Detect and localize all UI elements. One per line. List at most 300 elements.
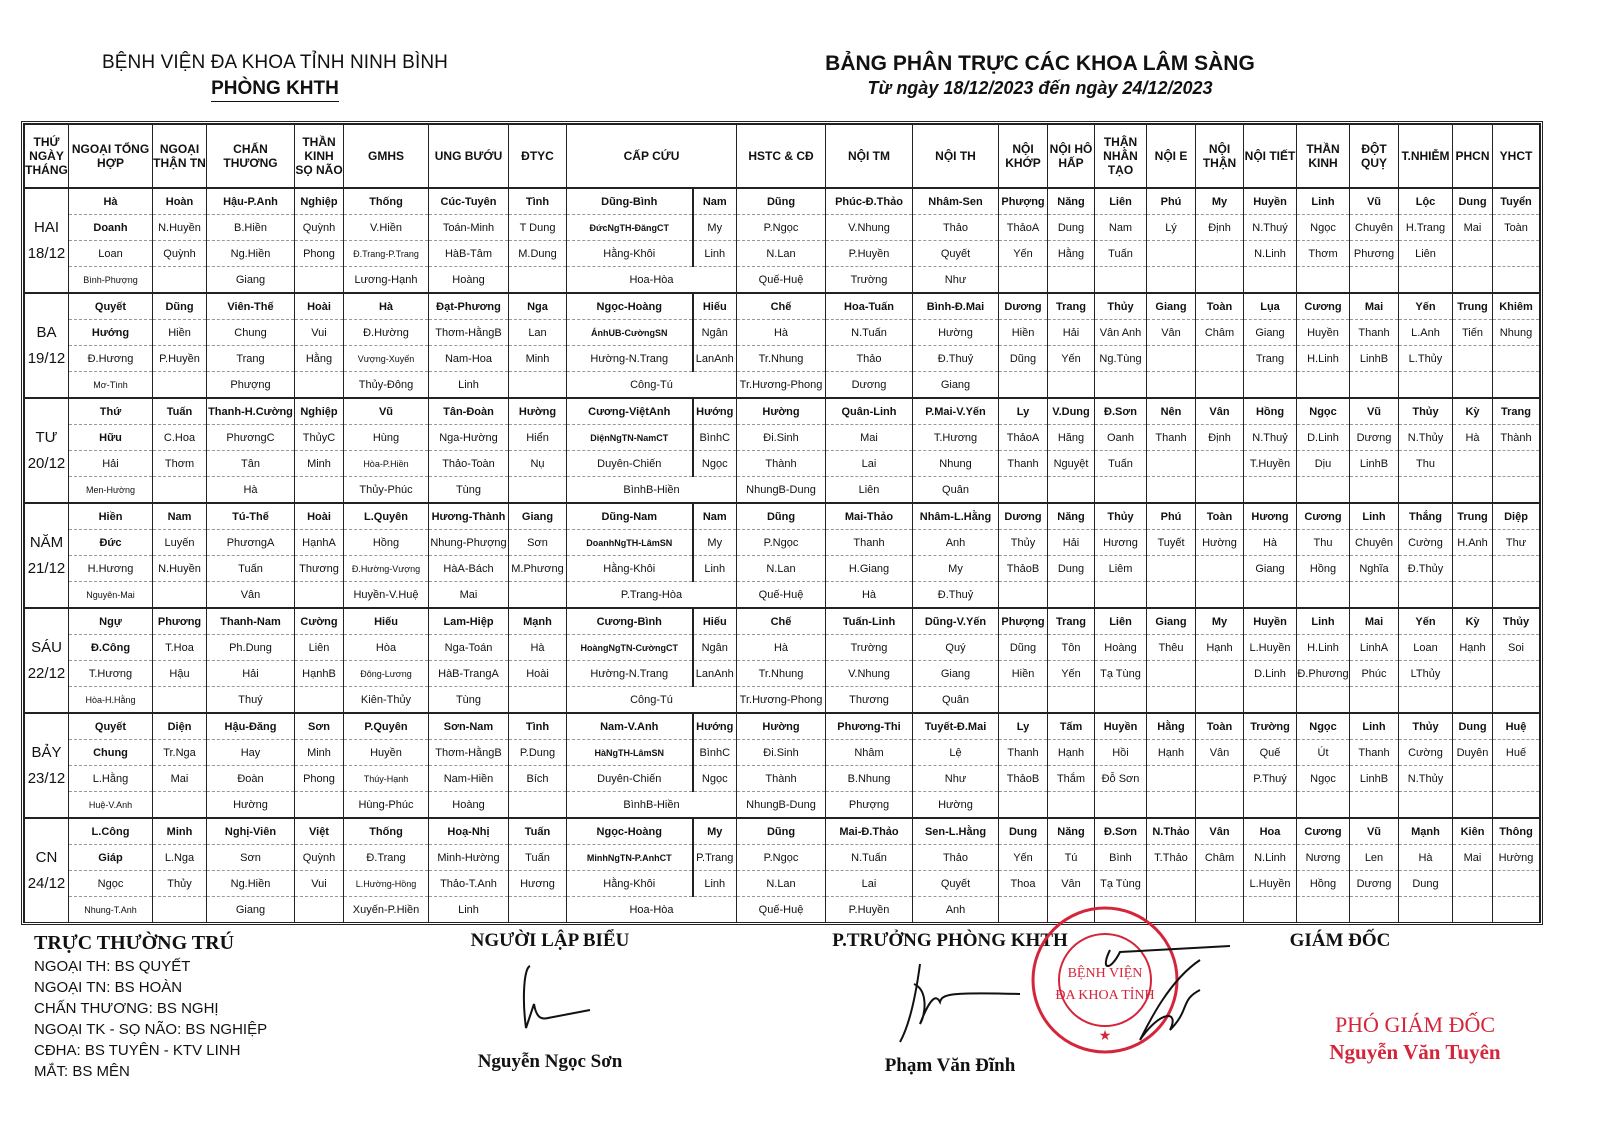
duty-cell: Tr.Nhung <box>737 661 826 687</box>
weekday-label: TƯ <box>25 425 69 451</box>
duty-cell <box>1095 372 1147 399</box>
duty-cell: N.Lan <box>737 871 826 897</box>
column-header: THỨ NGÀY THÁNG <box>25 125 69 189</box>
duty-cell: My <box>913 556 999 582</box>
duty-cell: Hà <box>344 293 429 320</box>
duty-cell <box>1493 871 1540 897</box>
duty-cell: Đ.Sơn <box>1095 398 1147 425</box>
duty-cell: Hương-Thành <box>429 503 509 530</box>
duty-cell: Hường <box>913 320 999 346</box>
duty-cell: Tôn <box>1048 635 1095 661</box>
duty-cell: Thanh-Nam <box>207 608 295 635</box>
date-label: 18/12 <box>25 241 69 267</box>
duty-cell: Ngọc <box>1297 398 1350 425</box>
duty-cell: Vân <box>1048 871 1095 897</box>
resident-line: NGOẠI TK - SỌ NÃO: BS NGHIỆP <box>34 1021 268 1038</box>
duty-cell: Liên <box>826 477 913 504</box>
duty-cell: Thơm-HằngB <box>429 320 509 346</box>
duty-cell: Sơn-Nam <box>429 713 509 740</box>
duty-cell: Thanh <box>1147 425 1196 451</box>
duty-cell <box>1453 792 1493 819</box>
duty-cell: Toàn <box>1196 503 1244 530</box>
column-header: NỘI KHỚP <box>999 125 1048 189</box>
column-header: THẦN KINH SỌ NÃO <box>295 125 344 189</box>
duty-cell: Vượng-Xuyến <box>344 346 429 372</box>
duty-cell: Hằng-Khôi <box>567 241 693 267</box>
duty-cell: H.Linh <box>1297 346 1350 372</box>
duty-cell: Thủy <box>1095 503 1147 530</box>
duty-cell: Tú <box>1048 845 1095 871</box>
duty-cell: Huệ <box>1493 713 1540 740</box>
roster-row <box>25 635 1540 661</box>
duty-cell <box>1048 687 1095 714</box>
duty-cell: Ngân <box>693 635 737 661</box>
duty-cell: Phương <box>153 608 207 635</box>
duty-cell: H.Linh <box>1297 635 1350 661</box>
duty-cell: Giang <box>913 372 999 399</box>
duty-cell: P.Ngọc <box>737 530 826 556</box>
duty-cell: Vũ <box>1350 188 1399 215</box>
duty-cell: Giang <box>913 661 999 687</box>
duty-cell: Hà <box>737 320 826 346</box>
duty-cell: Luyến <box>153 530 207 556</box>
duty-cell: Dũng <box>999 635 1048 661</box>
duty-cell <box>999 687 1048 714</box>
duty-cell: Như <box>913 766 999 792</box>
duty-cell: Hữu <box>69 425 153 451</box>
duty-cell: L.Nga <box>153 845 207 871</box>
duty-cell <box>509 267 567 294</box>
duty-cell: Dung <box>1048 556 1095 582</box>
duty-cell: Quế <box>1244 740 1297 766</box>
duty-cell: Đ.Trang-P.Trang <box>344 241 429 267</box>
resident-duty-block <box>34 933 267 1082</box>
duty-cell: Linh <box>693 241 737 267</box>
duty-cell: Minh <box>509 346 567 372</box>
duty-cell: Hùng <box>344 425 429 451</box>
duty-cell: Thủy <box>1399 398 1453 425</box>
date-label: 22/12 <box>25 661 69 687</box>
duty-cell: Vân <box>1196 818 1244 845</box>
duty-cell: MinhNgTN-P.AnhCT <box>567 845 693 871</box>
duty-cell: Cương <box>1297 503 1350 530</box>
duty-cell: Đông-Lương <box>344 661 429 687</box>
duty-cell: Đi.Sinh <box>737 425 826 451</box>
duty-cell: Tuấn <box>509 818 567 845</box>
duty-cell: Đi.Sinh <box>737 740 826 766</box>
duty-cell: Yến <box>999 845 1048 871</box>
preparer-name: Nguyễn Ngọc Sơn <box>477 1051 623 1072</box>
duty-cell: Nhâm-L.Hằng <box>913 503 999 530</box>
duty-cell: Hằng <box>1048 241 1095 267</box>
duty-cell: Hòa <box>344 635 429 661</box>
duty-cell: Chế <box>737 293 826 320</box>
duty-cell: Ngọc <box>1297 215 1350 241</box>
column-header: ĐỘT QUỴ <box>1350 125 1399 189</box>
header-row <box>25 125 1540 189</box>
roster-row <box>25 608 1540 635</box>
duty-cell <box>1297 582 1350 609</box>
duty-cell: Thúy-Hạnh <box>344 766 429 792</box>
duty-cell: Dương <box>999 503 1048 530</box>
duty-cell: Hồng <box>1297 556 1350 582</box>
resident-line: CĐHA: BS TUYÊN - KTV LINH <box>34 1042 241 1059</box>
duty-cell <box>509 372 567 399</box>
duty-cell <box>1297 477 1350 504</box>
duty-cell: Hạnh <box>1453 635 1493 661</box>
roster-row <box>25 188 1540 215</box>
duty-cell: Hường <box>737 713 826 740</box>
duty-cell: Hương <box>509 871 567 897</box>
duty-cell: Ngọc-Hoàng <box>567 293 693 320</box>
column-header: NỘI THẬN <box>1196 125 1244 189</box>
resident-line: MẮT: BS MÊN <box>34 1063 130 1080</box>
duty-cell <box>1048 582 1095 609</box>
duty-cell: P.Ngọc <box>737 215 826 241</box>
duty-cell <box>1196 582 1244 609</box>
date-range: Từ ngày 18/12/2023 đến ngày 24/12/2023 <box>867 78 1213 98</box>
duty-cell: Dung <box>1453 713 1493 740</box>
duty-cell: Hải <box>69 451 153 477</box>
duty-cell: Hòa-H.Hằng <box>69 687 153 714</box>
duty-cell: Trường <box>826 635 913 661</box>
duty-cell <box>1147 871 1196 897</box>
duty-cell: Giang <box>1147 608 1196 635</box>
duty-cell: Cương <box>1297 293 1350 320</box>
duty-cell: Thống <box>344 818 429 845</box>
duty-cell: H.Anh <box>1453 530 1493 556</box>
duty-cell: Hồng <box>344 530 429 556</box>
roster-row <box>25 897 1540 923</box>
hospital-name: BỆNH VIỆN ĐA KHOA TỈNH NINH BÌNH <box>102 52 448 73</box>
duty-cell: Dũng-V.Yến <box>913 608 999 635</box>
duty-cell: Ngọc <box>69 871 153 897</box>
weekday-label: BẢY <box>25 740 69 766</box>
duty-cell <box>295 792 344 819</box>
duty-cell: Nghiệp <box>295 398 344 425</box>
roster-row <box>25 398 1540 425</box>
duty-cell: Linh <box>693 556 737 582</box>
duty-cell: Hòa-P.Hiền <box>344 451 429 477</box>
duty-cell: Quyết <box>69 293 153 320</box>
duty-cell: Nhung <box>913 451 999 477</box>
column-header: THẦN KINH <box>1297 125 1350 189</box>
svg-text:★: ★ <box>1098 1027 1112 1043</box>
duty-cell: Thảo <box>826 346 913 372</box>
duty-cell <box>1147 451 1196 477</box>
duty-cell <box>1048 477 1095 504</box>
duty-cell: Giang <box>1244 320 1297 346</box>
duty-cell: BìnhB-Hiền <box>567 792 737 819</box>
duty-cell: Thanh <box>1350 740 1399 766</box>
duty-cell: Lụa <box>1244 293 1297 320</box>
date-label: 21/12 <box>25 556 69 582</box>
duty-cell: Hăng <box>1048 425 1095 451</box>
weekday-label: BA <box>25 320 69 346</box>
duty-cell <box>1095 477 1147 504</box>
duty-cell: Quỳnh <box>295 215 344 241</box>
duty-cell: Yến <box>1048 346 1095 372</box>
duty-cell: Hà <box>69 188 153 215</box>
duty-cell: Vân <box>1147 320 1196 346</box>
duty-cell: N.Tuấn <box>826 320 913 346</box>
duty-cell: Đ.Phương <box>1297 661 1350 687</box>
roster-row <box>25 293 1540 320</box>
duty-cell: Nga-Hường <box>429 425 509 451</box>
duty-cell: Tuấn <box>153 398 207 425</box>
roster-row <box>25 503 1540 530</box>
roster-row <box>25 241 1540 267</box>
duty-cell: Hiền <box>999 320 1048 346</box>
duty-cell: C.Hoa <box>153 425 207 451</box>
duty-cell: Sơn <box>207 845 295 871</box>
duty-cell: Công-Tú <box>567 687 737 714</box>
duty-cell: L.Hường-Hồng <box>344 871 429 897</box>
duty-cell <box>1196 372 1244 399</box>
duty-cell: ThảoA <box>999 425 1048 451</box>
stamp-center-2: ĐA KHOA TỈNH <box>1055 988 1155 1003</box>
duty-cell <box>1453 661 1493 687</box>
column-header: NỘI TIẾT <box>1244 125 1297 189</box>
duty-cell: Giang <box>509 503 567 530</box>
duty-cell: Đ.Công <box>69 635 153 661</box>
duty-cell: Linh <box>1350 503 1399 530</box>
duty-cell: Dũng <box>737 818 826 845</box>
duty-cell: Kiên <box>1453 818 1493 845</box>
duty-cell: Hải <box>207 661 295 687</box>
duty-cell: Thủy <box>1095 293 1147 320</box>
duty-cell: Dương <box>826 372 913 399</box>
duty-cell: Tùng <box>429 687 509 714</box>
duty-cell: NhungB-Dung <box>737 792 826 819</box>
duty-cell <box>509 477 567 504</box>
duty-cell <box>1147 241 1196 267</box>
duty-cell: Thanh <box>999 740 1048 766</box>
duty-cell <box>1493 687 1540 714</box>
duty-cell: Phú <box>1147 503 1196 530</box>
duty-cell: Linh <box>429 372 509 399</box>
duty-cell <box>509 582 567 609</box>
column-header: ĐTYC <box>509 125 567 189</box>
duty-cell: Phong <box>295 241 344 267</box>
duty-cell: Anh <box>913 530 999 556</box>
duty-cell: Hướng <box>693 713 737 740</box>
duty-cell: Oanh <box>1095 425 1147 451</box>
duty-cell: P.Dung <box>509 740 567 766</box>
duty-cell: Nghiệp <box>295 188 344 215</box>
duty-cell: Ngự <box>69 608 153 635</box>
duty-cell <box>1297 372 1350 399</box>
duty-cell: Xuyến-P.Hiền <box>344 897 429 923</box>
duty-cell: Hoa-Hòa <box>567 267 737 294</box>
duty-cell: Lan <box>509 320 567 346</box>
duty-cell: V.Nhung <box>826 215 913 241</box>
duty-cell: Châm <box>1196 320 1244 346</box>
duty-cell <box>999 477 1048 504</box>
duty-cell <box>1244 897 1297 923</box>
duty-cell: Cúc-Tuyên <box>429 188 509 215</box>
duty-cell: Hiếu <box>693 293 737 320</box>
duty-cell: Quyết <box>913 241 999 267</box>
duty-cell: N.Thuý <box>1244 215 1297 241</box>
duty-cell: Hằng-Khôi <box>567 556 693 582</box>
stamp-center-1: BỆNH VIỆN <box>1067 966 1143 981</box>
duty-cell <box>1453 451 1493 477</box>
duty-cell <box>1297 792 1350 819</box>
duty-cell: Tuyết <box>1147 530 1196 556</box>
duty-cell <box>1147 766 1196 792</box>
duty-cell <box>1048 372 1095 399</box>
duty-cell: Hà <box>737 635 826 661</box>
duty-cell: Thảo-T.Anh <box>429 871 509 897</box>
duty-cell: LinhA <box>1350 635 1399 661</box>
duty-cell <box>1244 687 1297 714</box>
date-label: 23/12 <box>25 766 69 792</box>
duty-cell <box>1350 687 1399 714</box>
duty-cell <box>1350 897 1399 923</box>
duty-cell: Nam-Hiền <box>429 766 509 792</box>
duty-cell <box>1297 897 1350 923</box>
duty-cell: Thêu <box>1147 635 1196 661</box>
duty-cell: Lệ <box>913 740 999 766</box>
duty-cell <box>999 372 1048 399</box>
duty-cell: N.Linh <box>1244 241 1297 267</box>
duty-cell: Dung <box>1399 871 1453 897</box>
duty-cell <box>1453 871 1493 897</box>
duty-cell <box>1453 372 1493 399</box>
duty-cell: Phương-Thi <box>826 713 913 740</box>
duty-cell: Linh <box>1297 188 1350 215</box>
duty-cell: Chung <box>207 320 295 346</box>
column-header: NGOẠI THẬN TN <box>153 125 207 189</box>
duty-cell: L.Quyên <box>344 503 429 530</box>
duty-cell: Huệ-V.Anh <box>69 792 153 819</box>
duty-cell <box>1048 267 1095 294</box>
duty-cell: LinhB <box>1350 346 1399 372</box>
duty-cell: Ph.Dung <box>207 635 295 661</box>
duty-cell: N.Thủy <box>1399 766 1453 792</box>
duty-cell: Quế-Huệ <box>737 897 826 923</box>
roster-row <box>25 530 1540 556</box>
duty-cell <box>1196 556 1244 582</box>
duty-cell <box>153 372 207 399</box>
roster-row <box>25 425 1540 451</box>
duty-cell: Hằng-Khôi <box>567 871 693 897</box>
hospital-header <box>70 52 480 102</box>
duty-cell: Kỳ <box>1453 398 1493 425</box>
duty-cell: Bích <box>509 766 567 792</box>
roster-row <box>25 320 1540 346</box>
roster-table <box>24 124 1540 922</box>
duty-cell: Thương <box>826 687 913 714</box>
duty-cell: N.Lan <box>737 241 826 267</box>
duty-cell: Huyền <box>1297 320 1350 346</box>
duty-cell <box>295 372 344 399</box>
duty-cell: Trung <box>1453 293 1493 320</box>
duty-cell <box>1493 477 1540 504</box>
duty-cell: Đ.Hường-Vượng <box>344 556 429 582</box>
duty-cell: Linh <box>1350 713 1399 740</box>
duty-cell: V.Hiền <box>344 215 429 241</box>
roster-row <box>25 346 1540 372</box>
duty-cell: Thủy <box>1399 713 1453 740</box>
duty-cell <box>1147 346 1196 372</box>
director-signature-block <box>1230 930 1450 952</box>
duty-cell: Lộc <box>1399 188 1453 215</box>
director-role: GIÁM ĐỐC <box>1289 930 1391 951</box>
duty-cell: Vân <box>1196 398 1244 425</box>
duty-cell: P.Huyền <box>826 241 913 267</box>
duty-cell: Thảo <box>913 845 999 871</box>
duty-cell: Thu <box>1297 530 1350 556</box>
roster-row <box>25 871 1540 897</box>
duty-cell: T.Hương <box>69 661 153 687</box>
duty-cell <box>1399 477 1453 504</box>
roster-row <box>25 215 1540 241</box>
column-header: PHCN <box>1453 125 1493 189</box>
duty-cell: Duyên <box>1453 740 1493 766</box>
duty-cell: Hiền <box>999 661 1048 687</box>
resident-line: NGOẠI TN: BS HOÀN <box>34 979 183 996</box>
duty-cell: Tấm <box>1048 713 1095 740</box>
duty-cell: Hường <box>737 398 826 425</box>
duty-cell: Chung <box>69 740 153 766</box>
duty-cell: Tình <box>509 188 567 215</box>
roster-row <box>25 845 1540 871</box>
duty-cell: Nương <box>1297 845 1350 871</box>
duty-cell <box>1350 372 1399 399</box>
duty-cell: Trường <box>826 267 913 294</box>
duty-cell: Việt <box>295 818 344 845</box>
duty-cell: Mai-Đ.Thảo <box>826 818 913 845</box>
day-cell <box>25 792 69 819</box>
day-cell <box>25 713 69 740</box>
date-label: 19/12 <box>25 346 69 372</box>
duty-cell: Nhung-Phượng <box>429 530 509 556</box>
column-header: CẤP CỨU <box>567 125 737 189</box>
duty-cell: L.Thủy <box>1399 346 1453 372</box>
duty-cell: Nụ <box>509 451 567 477</box>
duty-cell: HàB-TrangA <box>429 661 509 687</box>
duty-cell: LinhB <box>1350 766 1399 792</box>
duty-cell <box>1493 897 1540 923</box>
duty-cell: Hường-N.Trang <box>567 346 693 372</box>
duty-cell: Trang <box>1048 608 1095 635</box>
duty-cell: My <box>1196 188 1244 215</box>
duty-cell <box>1453 241 1493 267</box>
duty-cell <box>295 897 344 923</box>
duty-cell <box>509 792 567 819</box>
duty-cell: Soi <box>1493 635 1540 661</box>
duty-cell: Hoa-Tuấn <box>826 293 913 320</box>
duty-cell: Thơm-HằngB <box>429 740 509 766</box>
duty-cell: Đ.Hường <box>344 320 429 346</box>
duty-cell <box>1244 477 1297 504</box>
duty-cell: My <box>693 215 737 241</box>
column-header: NỘI TM <box>826 125 913 189</box>
duty-cell: Hương <box>1244 503 1297 530</box>
duty-cell: P.Trang-Hòa <box>567 582 737 609</box>
duty-cell: Huế <box>1493 740 1540 766</box>
duty-cell: Chuyên <box>1350 530 1399 556</box>
duty-cell: Giang <box>1147 293 1196 320</box>
duty-cell <box>1493 267 1540 294</box>
duty-cell: Hoạ-Nhị <box>429 818 509 845</box>
duty-cell <box>1147 556 1196 582</box>
duty-cell: Mai <box>1350 293 1399 320</box>
duty-cell: Len <box>1350 845 1399 871</box>
duty-cell <box>1196 687 1244 714</box>
